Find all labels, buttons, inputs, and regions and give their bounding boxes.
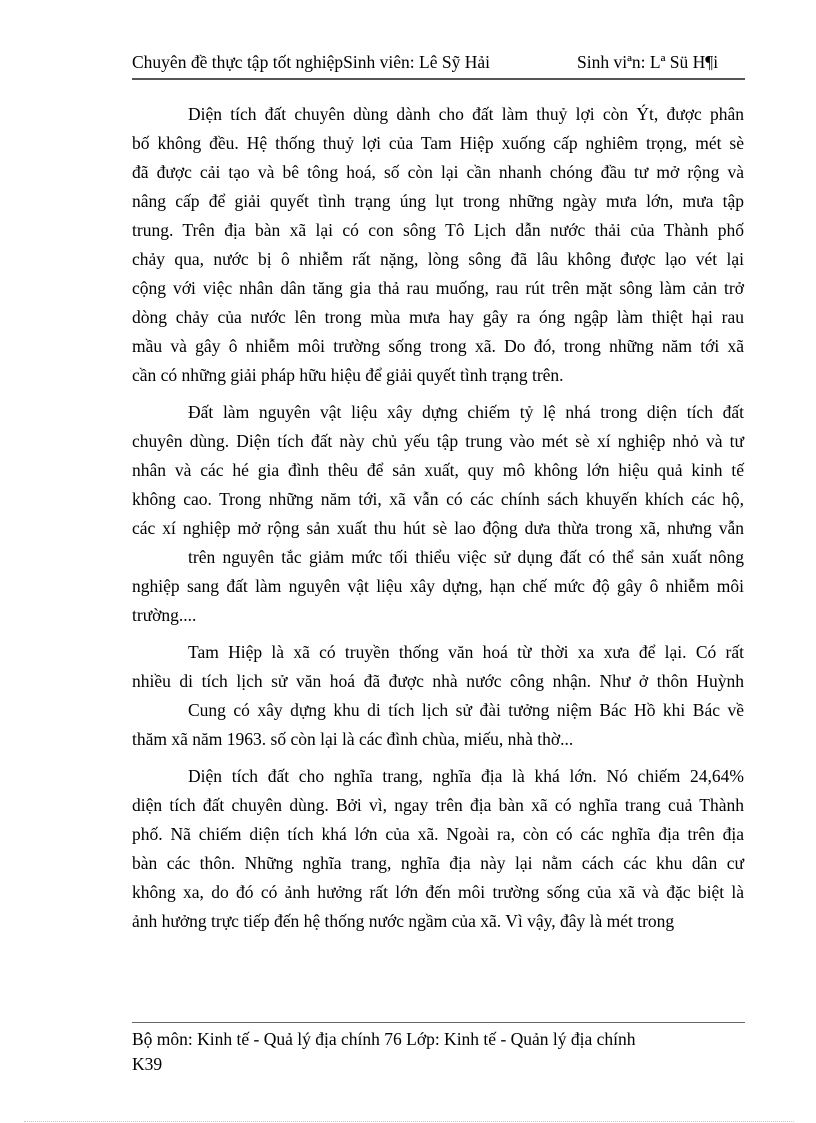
text-line: cộng với việc nhân dân tăng gia thả rau muống, rau rút trên mặt sông làm cản trở (132, 278, 744, 298)
text-line: diện tích đất chuyên dùng. Bởi vì, ngay trên địa bàn xã có nghĩa trang cuả Thành (132, 795, 744, 815)
footer-line-2: K39 (132, 1054, 163, 1074)
page-header (132, 48, 744, 76)
text-line: Đất làm nguyên vật liệu xây dựng chiếm tỷ lệ nhá trong diện tích đất (188, 402, 744, 422)
header-divider (132, 78, 745, 80)
text-line: trên nguyên tắc giảm mức tối thiểu việc sử dụng đất có thể sản xuất nông (188, 547, 744, 567)
paragraph-cemeteries (132, 762, 744, 936)
text-line: trường.... (132, 605, 197, 625)
text-line: nhân và các hé gia đình thêu để sản xuất, quy mô không lớn hiệu quả kinh tế (132, 460, 744, 480)
paragraph-irrigation (132, 100, 744, 390)
text-line: các xí nghiệp mở rộng sản xuất thu hút sè lao động dưa thừa trong xã, nhưng vẫn (132, 518, 744, 538)
paragraph-cultural-heritage (132, 638, 744, 754)
text-line: đã được cải tạo và bê tông hoá, số còn lại cần nhanh chóng đầu tư mở rộng và (132, 162, 744, 182)
text-line: nhiều di tích lịch sử văn hoá đã được nhà nước công nhận. Như ở thôn Huỳnh (132, 671, 744, 691)
text-line: thăm xã năm 1963. số còn lại là các đình chùa, miếu, nhà thờ... (132, 729, 574, 749)
header-left-text: Chuyên đề thực tập tốt nghiệpSinh viên: Lê Sỹ Hải (132, 52, 490, 72)
text-line: Tam Hiệp là xã có truyền thống văn hoá từ thời xa xưa để lại. Có rất (188, 642, 744, 662)
text-line: nghiệp sang đất làm nguyên vật liệu xây dựng, hạn chế mức độ gây ô nhiễm môi (132, 576, 744, 596)
text-line: bàn các thôn. Những nghĩa trang, nghĩa địa này lại nằm cách các khu dân cư (132, 853, 744, 873)
footer-line-1: Bộ môn: Kinh tế - Quả lý địa chính 76 Lớp: Kinh tế - Quản lý địa chính (132, 1029, 636, 1049)
text-line: ảnh hưởng trực tiếp đến hệ thống nước ngầm của xã. Vì vậy, đây là mét trong (132, 911, 675, 931)
text-line: Diện tích đất cho nghĩa trang, nghĩa địa là khá lớn. Nó chiếm 24,64% (188, 766, 744, 786)
text-line: phố. Nã chiếm diện tích khá lớn của xã. Ngoài ra, còn có các nghĩa địa trên địa (132, 824, 744, 844)
document-body (132, 100, 744, 936)
page-boundary (24, 1121, 794, 1122)
footer-divider (132, 1022, 745, 1023)
page-footer (132, 1027, 744, 1077)
text-line: Cung có xây dựng khu di tích lịch sử đài tưởng niệm Bác Hồ khi Bác về (188, 700, 744, 720)
text-line: dòng chảy của nước lên trong mùa mưa hay gây ra óng ngập làm thiệt hại rau (132, 307, 744, 327)
text-line: bố không đều. Hệ thống thuỷ lợi của Tam Hiệp xuống cấp nghiêm trọng, mét sè (132, 133, 744, 153)
text-line: cần có những giải pháp hữu hiệu để giải quyết tình trạng trên. (132, 365, 564, 385)
text-line: nâng cấp để giải quyết tình trạng úng lụt trong những ngày mưa lớn, mưa tập (132, 191, 744, 211)
header-right-text: Sinh viªn: Lª Sü H¶i (577, 52, 719, 72)
paragraph-construction-materials (132, 398, 744, 630)
text-line: chuyên dùng. Diện tích đất này chủ yếu tập trung vào mét sè xí nghiệp nhỏ và tư (132, 431, 744, 451)
text-line: mầu và gây ô nhiễm môi trường sống trong xã. Do đó, trong những năm tới xã (132, 336, 744, 356)
text-line: chảy qua, nước bị ô nhiễm rất nặng, lòng sông đã lâu không được lạo vét lại (132, 249, 744, 269)
text-line: Diện tích đất chuyên dùng dành cho đất làm thuỷ lợi còn Ýt, được phân (188, 104, 744, 124)
text-line: không cao. Trong những năm tới, xã vẫn có các chính sách khuyến khích các hộ, (132, 489, 744, 509)
text-line: trung. Trên địa bàn xã lại có con sông Tô Lịch dẫn nước thải của Thành phố (132, 220, 744, 240)
text-line: không xa, do đó có ảnh hưởng rất lớn đến môi trường sống của xã và đặc biệt là (132, 882, 744, 902)
